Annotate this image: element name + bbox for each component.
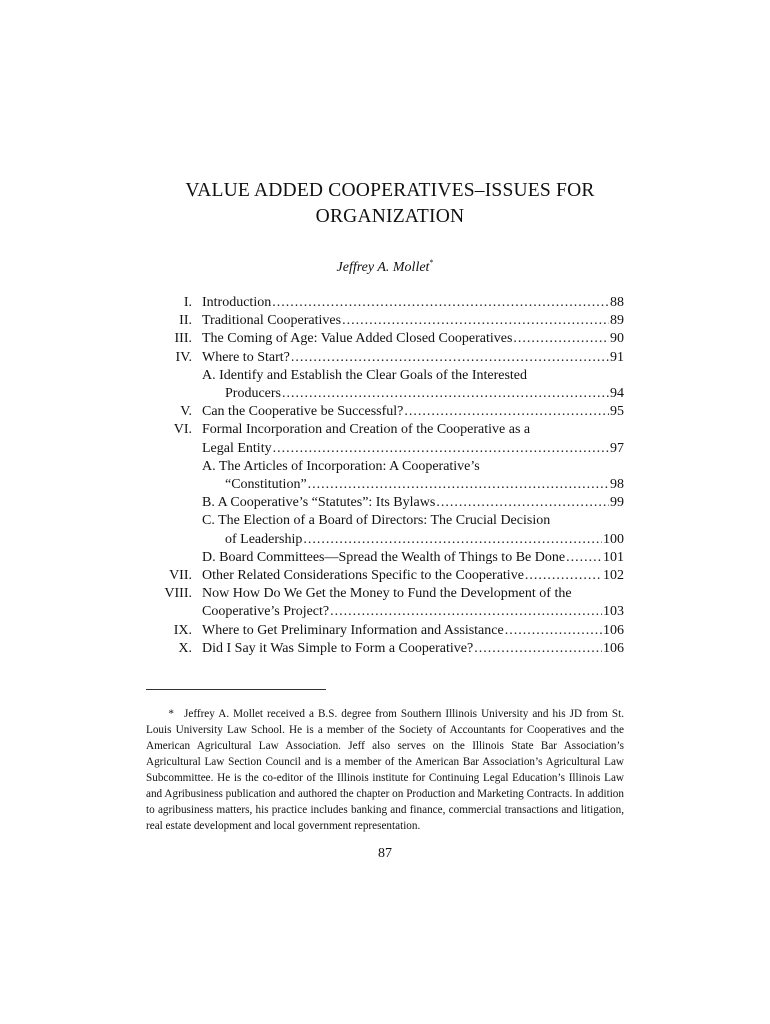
toc-numeral: VIII. xyxy=(164,586,192,602)
footnote-divider xyxy=(146,689,326,690)
toc-page-number: 101 xyxy=(603,549,624,565)
toc-entry-title: Where to Start? xyxy=(202,349,290,365)
toc-leader-dots xyxy=(505,622,602,640)
toc-leader-dots xyxy=(303,531,602,549)
toc-page-number: 95 xyxy=(610,404,624,420)
toc-leader-dots xyxy=(513,330,609,348)
toc-page-number: 106 xyxy=(603,622,624,638)
toc-entry-title: Introduction xyxy=(202,295,272,310)
toc-entry-title: B. A Cooperative’s “Statutes”: Its Bylaws xyxy=(202,495,436,511)
toc-page-number: 90 xyxy=(610,331,624,347)
toc-entry-title: “Constitution” xyxy=(225,477,307,492)
toc-leader-dots xyxy=(273,440,609,458)
footnote-marker: * xyxy=(168,708,174,720)
toc-leader-dots xyxy=(291,349,609,367)
toc-numeral: III. xyxy=(174,331,192,347)
toc-entry-title: C. The Election of a Board of Directors: The Crucial Decision xyxy=(202,513,551,529)
author-byline xyxy=(0,258,770,276)
toc-page-number: 98 xyxy=(610,477,624,492)
toc-numeral: II. xyxy=(179,313,192,329)
toc-page-number: 88 xyxy=(610,295,624,310)
toc-entry-title: Other Related Considerations Specific to the Cooperative xyxy=(202,568,524,583)
toc-entry-title: Can the Cooperative be Successful? xyxy=(202,404,404,420)
toc-entry-title: of Leadership xyxy=(225,531,303,547)
toc-numeral: X. xyxy=(178,640,192,656)
toc-leader-dots xyxy=(525,567,602,585)
toc-entry-title: Now How Do We Get the Money to Fund the Development of the xyxy=(202,586,572,602)
toc-numeral: V. xyxy=(180,404,192,420)
toc-entry-title: Where to Get Preliminary Information and Assistance xyxy=(202,622,504,638)
toc-leader-dots xyxy=(404,403,609,421)
toc-numeral: VII. xyxy=(169,568,192,583)
toc-leader-dots xyxy=(566,549,602,567)
title-line-2: ORGANIZATION xyxy=(315,206,465,227)
toc-numeral: VI. xyxy=(173,422,192,438)
toc-entry-title: Traditional Cooperatives xyxy=(202,313,342,329)
toc-entry-title: D. Board Committees—Spread the Wealth of Things to Be Done xyxy=(202,549,566,565)
toc-entry-title: The Coming of Age: Value Added Closed Cooperatives xyxy=(202,331,513,347)
article-title xyxy=(100,178,680,230)
toc-page-number: 99 xyxy=(610,495,624,511)
toc-entry-title: Cooperative’s Project? xyxy=(202,604,330,620)
toc-page-number: 106 xyxy=(603,640,624,656)
author-footnote-marker: * xyxy=(429,258,434,267)
toc-numeral: I. xyxy=(183,295,192,310)
toc-entry-title: Formal Incorporation and Creation of the Cooperative as a xyxy=(202,422,531,438)
title-line-1: VALUE ADDED COOPERATIVES–ISSUES FOR xyxy=(185,180,595,201)
toc-leader-dots xyxy=(330,603,602,621)
toc-page-number: 91 xyxy=(610,349,624,365)
toc-entry-title: A. Identify and Establish the Clear Goals of the Interested xyxy=(202,367,528,383)
author-name: Jeffrey A. Mollet xyxy=(336,260,430,275)
toc-numeral: IV. xyxy=(175,349,192,365)
toc-page-number: 94 xyxy=(610,386,624,401)
author-footnote xyxy=(146,706,624,834)
toc-leader-dots xyxy=(474,640,602,658)
toc-page-number: 100 xyxy=(603,531,624,547)
toc-leader-dots xyxy=(308,476,609,494)
toc-page-number: 103 xyxy=(603,604,624,620)
toc-leader-dots xyxy=(282,385,609,403)
footnote-text: Jeffrey A. Mollet received a B.S. degree from Southern Illinois University and his JD from St. Louis University Law School. He is a member of the Society of Accountants for Cooperatives and the American Agricultural Law Association. Jeff also serves on the Illinois State Bar Association’s Agricultural Law Section Council and is a member of the American Bar Association’s Agricultural Law Subcommittee. He is the co-editor of the Illinois institute for Continuing Legal Education’s Illinois Law and Agribusiness publication and authored the chapter on Production and Marketing Contracts. In addition to agribusiness matters, his practice includes banking and finance, commercial transactions and litigation, real estate development and local government representation. xyxy=(146,708,624,832)
toc-leader-dots xyxy=(342,312,609,330)
toc-page-number: 102 xyxy=(603,568,624,583)
page-number: 87 xyxy=(378,846,392,861)
toc-page-number: 89 xyxy=(610,313,624,329)
toc-entry-title: Legal Entity xyxy=(202,440,272,456)
toc-leader-dots xyxy=(272,294,609,312)
toc-entry-title: A. The Articles of Incorporation: A Cooperative’s xyxy=(202,458,480,474)
toc-entry-title: Producers xyxy=(225,386,281,401)
toc-numeral: IX. xyxy=(173,622,192,638)
toc-entry-title: Did I Say it Was Simple to Form a Cooperative? xyxy=(202,640,474,656)
toc-leader-dots xyxy=(436,494,609,512)
toc-page-number: 97 xyxy=(610,440,624,456)
